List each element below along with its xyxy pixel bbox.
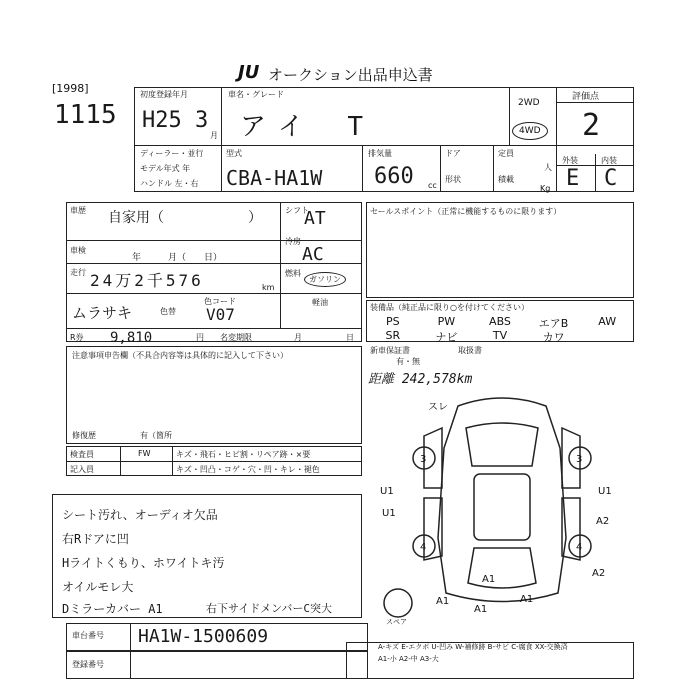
windshield (466, 423, 538, 466)
repair-label: 修復歴 (72, 431, 96, 440)
inspection-label: 車検 (70, 246, 86, 255)
fuel-value: ガソリン (304, 272, 346, 287)
equip-leather: カワ (542, 331, 565, 344)
notes-label: 注意事項申告欄（不具合内容等は具体的に記入して下さい） (72, 351, 288, 360)
ac-label: 冷房 (285, 237, 301, 246)
interior-value: C (604, 166, 618, 191)
damage-label: 3 (420, 454, 427, 465)
model-year-label: モデル年式 年 (140, 164, 191, 173)
note-line: オイルモレ大 (62, 580, 134, 594)
defect-row1: キズ・飛石・ヒビ割・リペア跡・×要 (176, 450, 311, 459)
chassis-value: HA1W-1500609 (138, 626, 269, 647)
load-unit: Kg (540, 184, 551, 193)
chassis-label: 車台番号 (72, 631, 104, 640)
damage-label: U1 (380, 486, 394, 497)
cc-label: cc (428, 181, 437, 190)
color-value: ムラサキ (72, 304, 133, 322)
fuel-label: 燃料 (285, 269, 301, 278)
equip-ps: PS (385, 315, 400, 328)
note-line: 右Rドアに凹 (62, 532, 129, 546)
damage-label: 4 (576, 542, 583, 553)
damage-label: 4 (420, 542, 427, 553)
distance-note: 距離 242,578km (368, 372, 473, 387)
rating-value: 2 (582, 108, 601, 143)
equipment-label: 装備品（純正品に限り○を付けてください） (370, 303, 529, 312)
dealer-label: ディーラー・並行 (140, 149, 204, 158)
sales-point-label: セールスポイント（正常に機能するものに限ります） (370, 207, 562, 216)
legend: A-キズ E-エクボ U-凹み W-補修跡 B-サビ C-腐食 XX-交換済 (378, 643, 568, 651)
repair-value: 有（箇所 (140, 431, 172, 440)
yen-unit: 円 (196, 333, 204, 342)
registration-label: 登録番号 (72, 660, 104, 669)
car-body-outline (438, 398, 566, 602)
km-unit: km (262, 283, 275, 292)
spare-label: スペア (386, 618, 407, 626)
recycle-label: R券 (70, 333, 84, 342)
rear-window (468, 548, 536, 588)
door-label: ドア (445, 149, 461, 158)
entry-label: 記入員 (70, 465, 94, 474)
scratch-label: スレ (428, 402, 448, 413)
note-line: Dミラーカバー A1 (62, 602, 163, 616)
equip-abs: ABS (489, 315, 511, 328)
capacity-label: 定員 (498, 149, 514, 158)
equip-aw: AW (598, 315, 617, 328)
displacement-label: 排気量 (368, 149, 392, 158)
damage-label: A1 (436, 596, 450, 607)
damage-label: A1 (482, 574, 496, 585)
note-line: シート汚れ、オーディオ欠品 (62, 508, 218, 522)
load-label: 積載 (498, 175, 514, 184)
legend-2: A1-小 A2-中 A3-大 (378, 655, 439, 663)
displacement-value: 660 (374, 164, 414, 189)
drive-4wd: 4WD (512, 122, 548, 140)
month-mark: 月 (210, 131, 218, 140)
manual-label: 取扱書 (458, 346, 482, 355)
registration-box (66, 651, 368, 679)
ac-value: AC (302, 244, 324, 265)
fw-label: FW (138, 449, 151, 458)
equip-navi: ナビ (435, 331, 458, 344)
day-unit: 日 (346, 333, 354, 342)
damage-label: A2 (592, 568, 606, 579)
first-reg-value: H25 3 (142, 108, 209, 133)
new-car-has: 有・無 (396, 357, 420, 366)
spare-tire (384, 589, 412, 617)
color-code-label: 色コード (204, 297, 236, 306)
type-value: CBA-HA1W (226, 166, 323, 190)
damage-label: 3 (576, 454, 583, 465)
side-note: 右下サイドメンバーC突大 (206, 602, 332, 615)
defect-row2: キズ・凹凸・コゲ・穴・凹・キレ・褪色 (176, 465, 320, 474)
color-label: 色替 (160, 307, 176, 316)
shift-value: AT (304, 208, 326, 229)
type-label: 型式 (226, 149, 242, 158)
mileage-label: 走行 (70, 268, 86, 277)
model-grade-label: 車名・グレード (228, 90, 284, 99)
car-damage-diagram (370, 388, 634, 626)
model-grade-value: アイ T (240, 112, 377, 142)
logo: JU (238, 62, 260, 83)
fuel-light-oil: 軽油 (312, 298, 328, 307)
equip-tv: TV (492, 329, 508, 342)
first-reg-label: 初度登録年月 (140, 90, 188, 99)
title-change-label: 名変期限 (220, 333, 252, 342)
damage-label: A1 (520, 594, 534, 605)
capacity-unit: 人 (544, 163, 552, 172)
equip-pw: PW (437, 315, 456, 328)
form-title: オークション出品申込書 (268, 66, 433, 84)
roof (474, 474, 530, 540)
handle-label: ハンドル 左・右 (140, 179, 199, 188)
inspection-value: 年 月（ 日） (132, 253, 223, 263)
history-label: 車歴 (70, 206, 86, 215)
lot-number: 1115 (54, 100, 117, 130)
note-line: Hライトくもり、ホワイトキ汚 (62, 556, 225, 570)
damage-label: U1 (382, 508, 396, 519)
year-tag: [1998] (52, 82, 89, 95)
equip-sr: SR (385, 329, 401, 342)
exterior-label: 外装 (562, 156, 578, 165)
shape-label: 形状 (445, 175, 461, 184)
exterior-value: E (566, 166, 580, 191)
mileage-value: 24万2千576 (90, 271, 204, 290)
equip-airbag: エアB (538, 317, 569, 330)
interior-label: 内装 (601, 156, 617, 165)
color-code-value: V07 (206, 305, 235, 324)
damage-label: U1 (598, 486, 612, 497)
month-unit: 月 (294, 333, 302, 342)
equipment-row2 (366, 329, 634, 345)
damage-label: A1 (474, 604, 488, 615)
drive-2wd: 2WD (518, 98, 540, 108)
left-front-door (424, 428, 442, 488)
history-value: 自家用（ ） (108, 210, 262, 226)
damage-label: A2 (596, 516, 610, 527)
new-car-label: 新車保証書 (370, 346, 410, 355)
shift-label: シフト (285, 206, 309, 215)
rating-label: 評価点 (572, 92, 600, 102)
inspector-label: 検査員 (70, 450, 94, 459)
recycle-value: 9,810 (110, 330, 153, 346)
